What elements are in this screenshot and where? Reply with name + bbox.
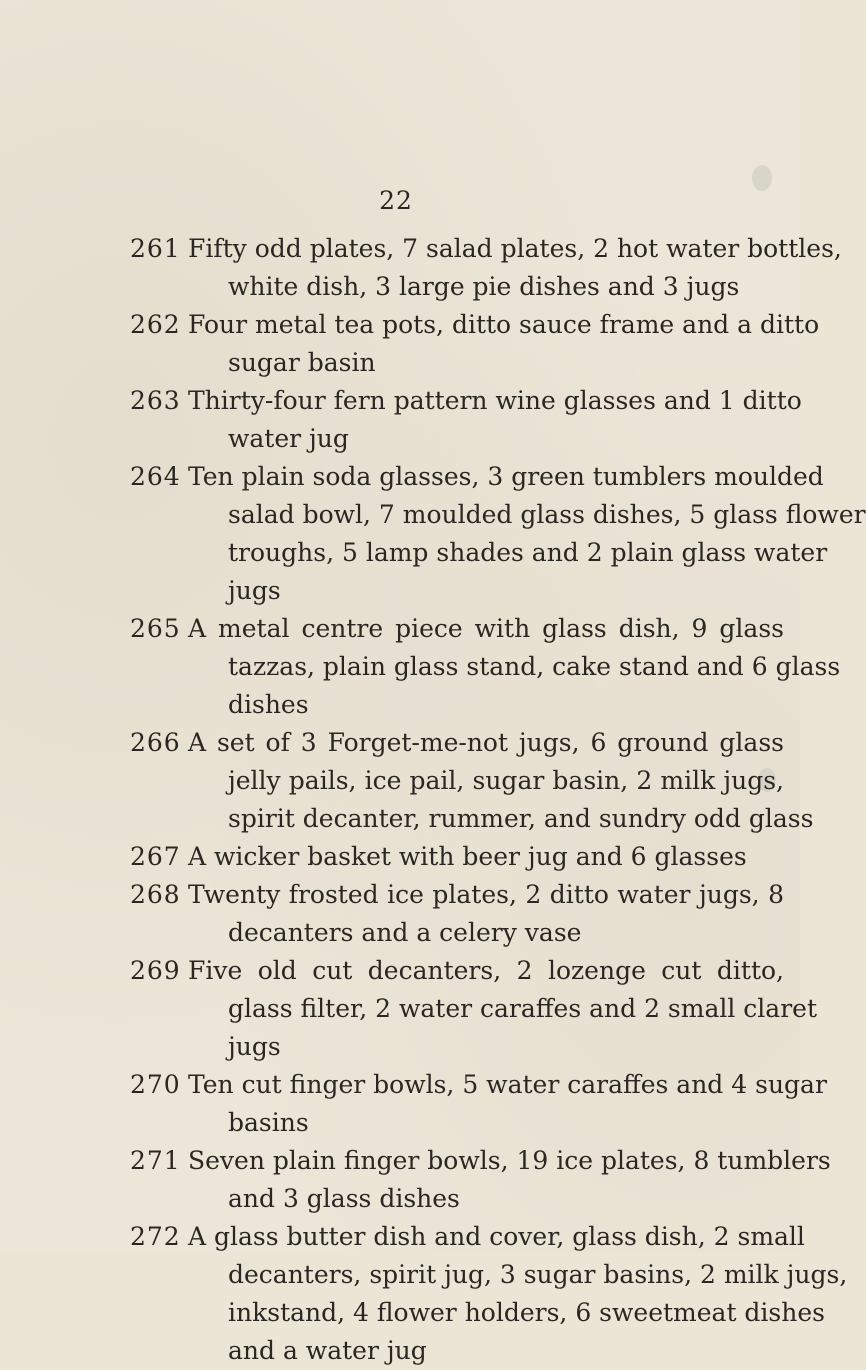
lot-description-line: dishes: [228, 690, 309, 719]
lot-description-line: basins: [228, 1108, 309, 1137]
lot-number: 267: [130, 842, 181, 871]
lot-number: 264: [130, 462, 181, 491]
lot-number: 263: [130, 386, 181, 415]
lot-description-line: Fifty odd plates, 7 salad plates, 2 hot water bottles,: [188, 234, 842, 263]
lot-description-line: spirit decanter, rummer, and sundry odd glass: [228, 804, 814, 833]
lot-description-line: Ten cut finger bowls, 5 water caraffes and 4 sugar: [188, 1070, 827, 1099]
lot-description-line: Ten plain soda glasses, 3 green tumblers moulded: [188, 462, 824, 491]
lot-description-line: Twenty frosted ice plates, 2 ditto water jugs, 8: [188, 880, 784, 909]
lot-description-line: A set of 3 Forget-me-not jugs, 6 ground glass: [188, 728, 784, 757]
lot-description-line: Five old cut decanters, 2 lozenge cut ditto,: [188, 956, 784, 985]
paper-speck: [752, 165, 772, 191]
lot-description: [188, 230, 842, 306]
page-number: 22: [379, 186, 413, 215]
lot-description: [188, 1218, 848, 1370]
lot-number: 265: [130, 614, 181, 643]
lot-description-line: sugar basin: [228, 348, 376, 377]
lot-description-line: troughs, 5 lamp shades and 2 plain glass water: [228, 538, 828, 567]
lot-description: [188, 382, 802, 458]
lot-description: [188, 1066, 827, 1142]
lot-description-line: jugs: [228, 1032, 281, 1061]
lot-description: [188, 610, 841, 724]
lot-description-line: water jug: [228, 424, 349, 453]
lot-description-line: glass filter, 2 water caraffes and 2 small claret: [228, 994, 817, 1023]
lot-description-line: and a water jug: [228, 1336, 427, 1365]
lot-description: [188, 952, 817, 1066]
lot-number: 262: [130, 310, 181, 339]
lot-description-line: decanters, spirit jug, 3 sugar basins, 2 milk jugs,: [228, 1260, 848, 1289]
lot-number: 269: [130, 956, 181, 985]
lot-description: [188, 838, 788, 876]
lot-description-line: decanters and a celery vase: [228, 918, 582, 947]
lot-description: [188, 458, 866, 610]
lot-description-line: Seven plain finger bowls, 19 ice plates, 8 tumblers: [188, 1146, 831, 1175]
lot-description-line: white dish, 3 large pie dishes and 3 jugs: [228, 272, 740, 301]
lot-description-line: tazzas, plain glass stand, cake stand and 6 glass: [228, 652, 841, 681]
lot-description: [188, 724, 814, 838]
lot-number: 266: [130, 728, 181, 757]
lot-description: [188, 876, 788, 952]
lot-description-line: A metal centre piece with glass dish, 9 glass: [188, 614, 784, 643]
lot-description-line: Thirty-four fern pattern wine glasses and 1 ditto: [188, 386, 802, 415]
lot-description-line: A glass butter dish and cover, glass dish, 2 small: [188, 1222, 805, 1251]
lot-description: [188, 306, 820, 382]
lot-number: 272: [130, 1222, 181, 1251]
lot-number: 261: [130, 234, 181, 263]
lot-description-line: jugs: [228, 576, 281, 605]
lot-description-line: salad bowl, 7 moulded glass dishes, 5 glass flower: [228, 500, 866, 529]
lot-number: 270: [130, 1070, 181, 1099]
lot-description-line: inkstand, 4 flower holders, 6 sweetmeat dishes: [228, 1298, 825, 1327]
lot-description-line: jelly pails, ice pail, sugar basin, 2 milk jugs,: [228, 766, 784, 795]
lot-number: 271: [130, 1146, 181, 1175]
lot-description: [188, 1142, 831, 1218]
lot-number: 268: [130, 880, 181, 909]
lot-description-line: Four metal tea pots, ditto sauce frame and a ditto: [188, 310, 820, 339]
lot-description-line: and 3 glass dishes: [228, 1184, 460, 1213]
lot-description-line: A wicker basket with beer jug and 6 glasses: [188, 842, 747, 871]
